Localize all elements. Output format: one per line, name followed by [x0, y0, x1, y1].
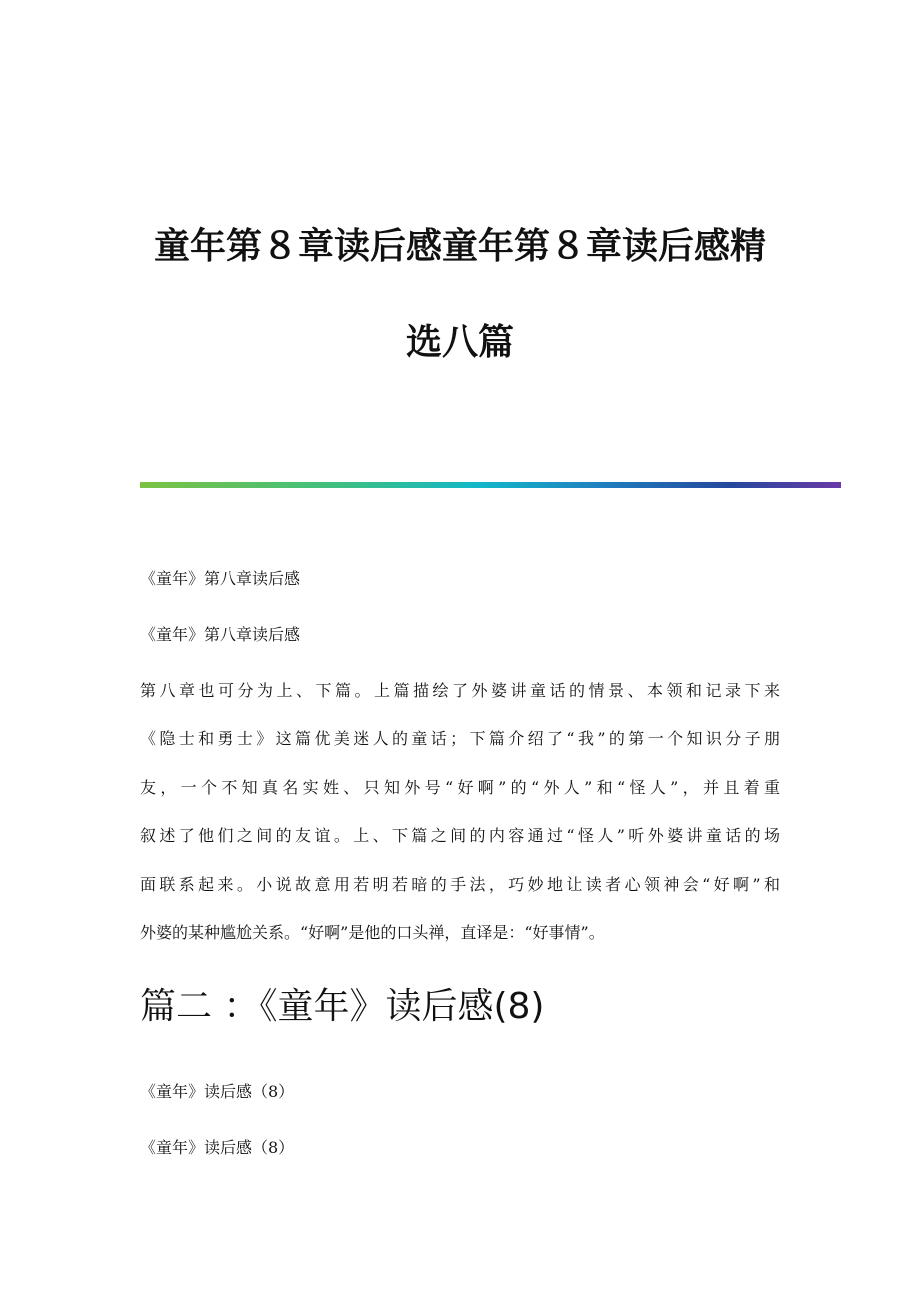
subtitle-paragraph-2: 《童年》第八章读后感 [140, 625, 301, 644]
body-line: 外婆的某种尴尬关系。“好啊”是他的口头禅，直译是：“好事情”。 [140, 922, 605, 942]
body-line: 友，一个不知真名实姓、只知外号“好啊”的“外人”和“怪人”，并且着重 [140, 777, 780, 797]
gradient-divider [140, 482, 841, 488]
body-line: 面联系起来。小说故意用若明若暗的手法，巧妙地让读者心领神会“好啊”和 [140, 874, 780, 894]
body-line: 叙述了他们之间的友谊。上、下篇之间的内容通过“怪人”听外婆讲童话的场 [140, 826, 780, 846]
body-line: 《隐士和勇士》这篇优美迷人的童话；下篇介绍了“我”的第一个知识分子朋 [140, 729, 780, 749]
document-title-line-1: 童年第８章读后感童年第８章读后感精 [153, 226, 766, 267]
section-heading: 篇二 ：《童年》读后感(8) [140, 986, 545, 1027]
subtitle-paragraph-1: 《童年》第八章读后感 [140, 569, 301, 588]
document-title-line-2: 选八篇 [405, 322, 514, 363]
body-paragraph [140, 679, 780, 969]
body-line: 第八章也可分为上、下篇。上篇描绘了外婆讲童话的情景、本领和记录下来 [140, 681, 780, 700]
section-paragraph-1: 《童年》读后感（8） [140, 1082, 295, 1101]
section-paragraph-2: 《童年》读后感（8） [140, 1138, 295, 1157]
